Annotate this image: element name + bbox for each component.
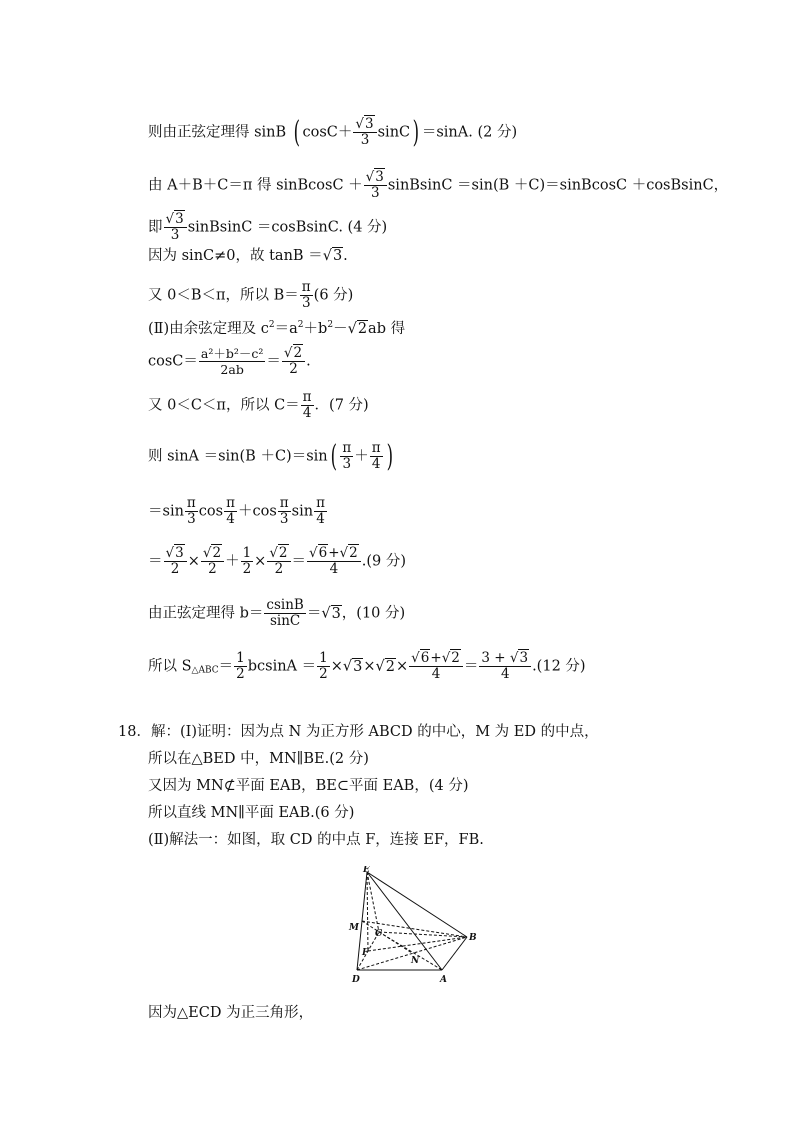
edge-EA — [367, 872, 442, 970]
geometry-figure — [343, 866, 493, 986]
q18-line-3: 又因为 MN⊄平面 EAB，BE⊂平面 EAB，(4 分) — [148, 778, 469, 794]
q18-line-4: 所以直线 MN∥平面 EAB.(6 分) — [148, 805, 355, 821]
label-A: A — [440, 975, 447, 985]
label-D: D — [352, 975, 360, 985]
label-C: C — [375, 929, 383, 939]
line-2: 由 A＋B＋C＝π 得 sinBcosC ＋ $\frac{√3}{3}$ sinBsinC ＝sin(B ＋C)＝sinBcosC ＋cosBsinC， — [148, 169, 729, 201]
label-F: F — [362, 948, 369, 958]
fraction: $\frac{√3}{3}$ — [364, 170, 387, 201]
line-6: (Ⅱ)由余弦定理及 $c^2=a^2+b^2-√2ab$ 得 — [148, 320, 406, 337]
line-3: 即 $\frac{√3}{3}$ sinBsinC ＝cosBsinC. (4 分) — [148, 211, 388, 243]
q18-line-2: 所以在△BED 中，MN∥BE.(2 分) — [148, 751, 369, 767]
line-12: 由正弦定理得 b＝ $\frac{csinB}{\sin C}$ ＝√3，(10 分) — [148, 597, 406, 629]
fraction: $\frac{√3}{3}$ — [164, 212, 187, 243]
q18-line-5: (Ⅱ)解法一：如图，取 CD 的中点 F，连接 EF，FB. — [148, 832, 484, 848]
line-10: ＝sin $\frac{\pi}{3}$ cos $\frac{\pi}{4}$ ＋cos $\frac{\pi}{3}$ sin $\frac{\pi}{4}$ — [148, 495, 325, 527]
edge-EB — [367, 872, 467, 937]
label-M: M — [349, 923, 359, 933]
line-4: 因为 sinC≠0，故 tanB ＝√3. — [148, 248, 348, 264]
label-N: N — [411, 956, 420, 966]
edge-FB — [368, 937, 467, 951]
label-E: E — [363, 866, 370, 875]
label-B: B — [469, 933, 477, 943]
q18-line-1: 18．解：(Ⅰ)证明：因为点 N 为正方形 ABCD 的中心，M 为 ED 的中点， — [118, 724, 599, 740]
line-8: 又 0＜C＜π，所以 C＝ $\frac{\pi}{4}$ ．(7 分) — [148, 389, 369, 421]
line-13: 所以 $S_{\triangle ABC}=$ $\frac{1}{2}$ bcsinA ＝ $\frac{1}{2}$ ×√3×√2× $\frac{√6+√2}{4}$ ＝ $\frac{3 + √3}{4}$ .(12 分) — [148, 650, 586, 682]
edge-AB — [442, 937, 467, 970]
fraction: $\frac{√3}{3}$ — [353, 117, 376, 148]
q18-line-6: 因为△ECD 为正三角形， — [148, 1005, 314, 1021]
line-5: 又 0＜B＜π，所以 B＝ $\frac{\pi}{3}$ (6 分) — [148, 279, 354, 311]
line-11: ＝ $\frac{√3}{2}$ × $\frac{√2}{2}$ ＋ $\frac{1}{2}$ × $\frac{√2}{2}$ ＝ $\frac{√6+√2}{4}$ .(9 分) — [148, 545, 406, 577]
line-7: cosC＝ $\frac{\text{a²＋b²－c²}}{2ab}$ ＝ $\frac{√2}{2}$ . — [148, 345, 311, 377]
line-1: 则由正弦定理得 sinB ( cosC＋ $\frac{√3}{3}$ sinC) ＝sinA. (2 分) — [148, 114, 518, 150]
line-9: 则 sinA ＝sin(B ＋C)＝sin( $\frac{\pi}{3}$ ＋ $\frac{\pi}{4}$ ) — [148, 438, 393, 474]
edge-EF — [367, 872, 368, 951]
